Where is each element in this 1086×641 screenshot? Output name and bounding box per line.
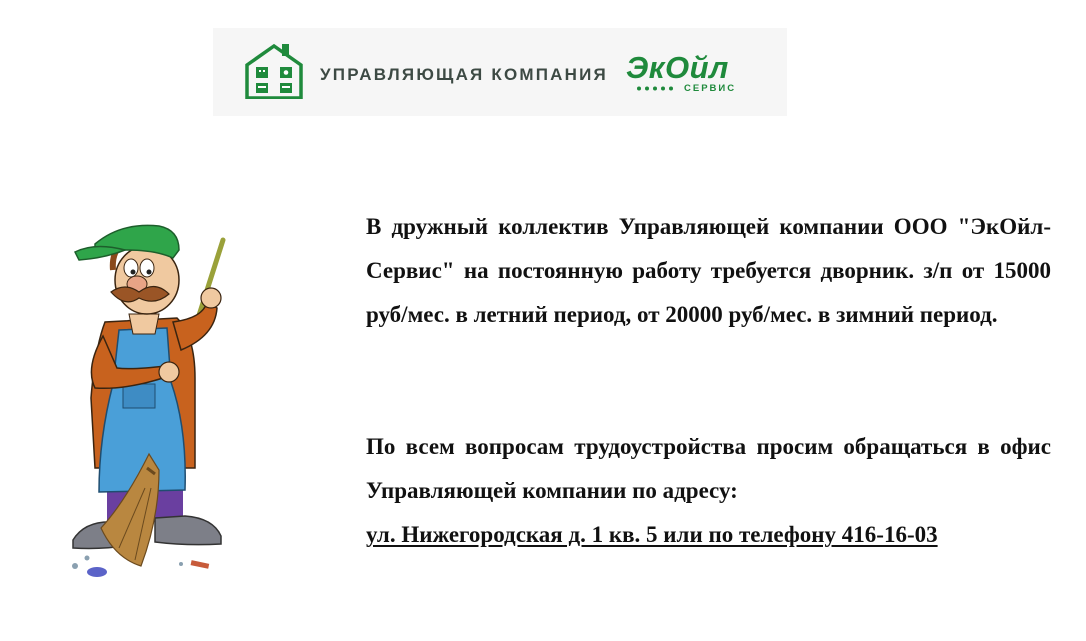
- brand-subtitle: СЕРВИС: [684, 83, 737, 94]
- vacancy-paragraph: В дружный коллектив Управляющей компании ООО "ЭкОйл-Сервис" на постоянную работу требуется дворник. з/п от 15000 руб/мес. в летний период, от 20000 руб/мес. в зимний период.: [366, 214, 1051, 327]
- janitor-with-broom-icon: [55, 218, 245, 590]
- company-prefix: УПРАВЛЯЮЩАЯ КОМПАНИЯ: [320, 65, 608, 84]
- brand-dots-decoration: [636, 86, 680, 91]
- brand-name: ЭкОйл: [626, 50, 729, 85]
- address-line: ул. Нижегородская д. 1 кв. 5 или по телефону 416-16-03: [366, 522, 938, 547]
- house-logo-icon: [244, 43, 304, 99]
- contact-paragraph: По всем вопросам трудоустройства просим обращаться в офис Управляющей компании по адресу:: [366, 434, 1051, 503]
